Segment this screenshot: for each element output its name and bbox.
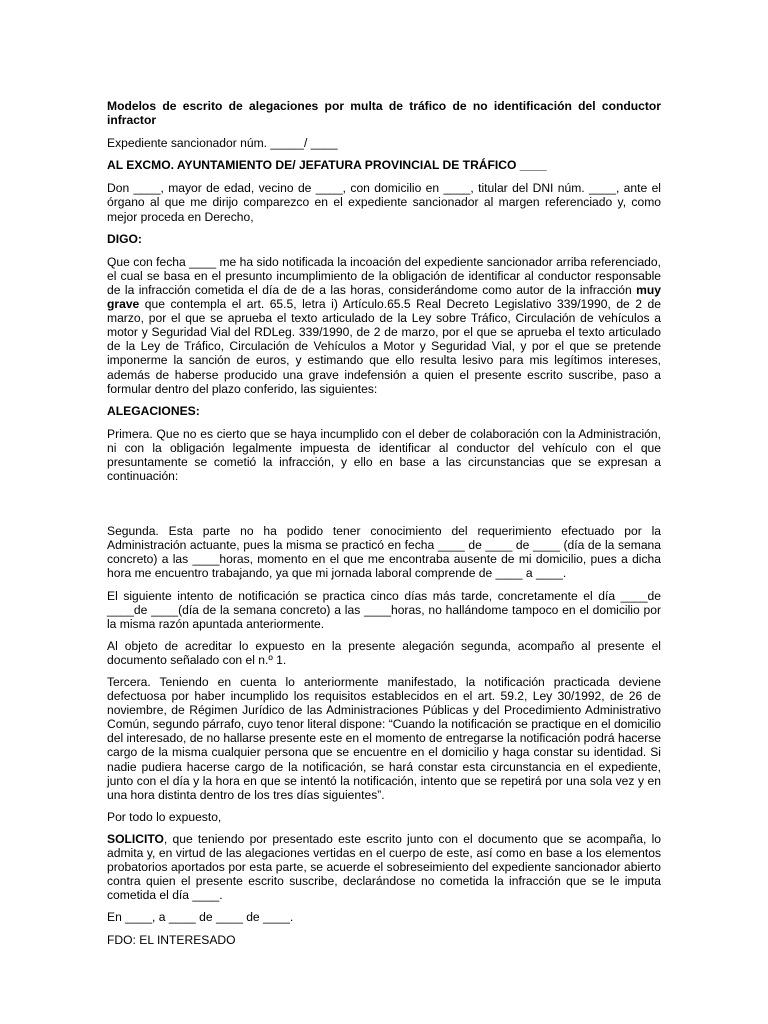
al-objeto-paragraph: Al objeto de acreditar lo expuesto en la presente alegación segunda, acompaño al presente el documento señalado con el n.º 1.: [107, 638, 661, 667]
alegacion-tercera: Tercera. Teniendo en cuenta lo anteriormente manifestado, la notificación practicada deviene defectuosa por haber incumplido los requisitos establecidos en el art. 59.2, Ley 30/1992, de 26 de noviembre, de Régimen Jurídico de las Administraciones Públicas y del Procedimiento Administrativo Común, segundo párrafo, cuyo tenor literal dispone: “Cuando la notificación se practique en el domicilio del interesado, de no hallarse presente este en el momento de entregarse la notificación podrá hacerse cargo de la misma cualquier persona que se encuentre en el domicilio y haga constar su identidad. Si nadie pudiera hacerse cargo de la notificación, se hará constar esta circunstancia en el expediente, junto con el día y la hora en que se intentó la notificación, intento que se repetirá por una sola vez y en una hora distinta dentro de los tres días siguientes”.: [107, 675, 661, 802]
signature-line: FDO: EL INTERESADO: [107, 932, 236, 947]
intro-paragraph: Don ____, mayor de edad, vecino de ____, con domicilio en ____, titular del DNI núm. ____, ante el órgano al que me dirijo comparezco en el expediente sancionador al margen referenciado y, como mejor proceda en Derecho,: [107, 181, 661, 224]
addressee-heading: AL EXCMO. AYUNTAMIENTO DE/ JEFATURA PROVINCIAL DE TRÁFICO ____: [107, 158, 547, 173]
alegacion-primera: Primera. Que no es cierto que se haya incumplido con el deber de colaboración con la Administración, ni con la obligación legalmente impuesta de identificar al conductor del vehículo con el que presuntamente se cometió la infracción, y ello en base a las circunstancias que se expresan a continuación:: [107, 426, 661, 484]
solicito-paragraph: [107, 832, 661, 902]
alegaciones-heading: ALEGACIONES:: [107, 403, 200, 418]
place-date-line: En ____, a ____ de ____ de ____.: [107, 910, 294, 925]
siguiente-intento-paragraph: El siguiente intento de notificación se practica cinco días más tarde, concretamente el día ____de ____de ____(día de la semana concreto) a las ____horas, no hallándome tampoco en el domicilio por la misma razón apuntada anteriormente.: [107, 588, 661, 631]
digo-paragraph: [107, 255, 661, 396]
por-todo-line: Por todo lo expuesto,: [107, 809, 222, 824]
document-title: Modelos de escrito de alegaciones por multa de tráfico de no identificación del conductor infractor: [107, 99, 661, 128]
solicito-text: , que teniendo por presentado este escrito junto con el documento que se acompaña, lo admita y, en virtud de las alegaciones vertidas en el cuerpo de este, así como en base a los elementos probatorios aportados por esta parte, se acuerde el sobreseimiento del expediente sancionador abierto contra quien el presente escrito suscribe, declarándose no cometida la infracción que se le imputa cometida el día ____.: [107, 831, 661, 903]
document-body: [107, 99, 661, 955]
digo-text-part1: Que con fecha ____ me ha sido notificada la incoación del expediente sancionador arriba referenciado, el cual se basa en el presunto incumplimiento de la obligación de identificar al conductor responsable de la infracción cometida el día de de a las horas, considerándome como autor de la infracción: [107, 254, 661, 297]
expediente-line: Expediente sancionador núm. _____/ ____: [107, 136, 338, 151]
digo-bold-text: muy grave: [107, 282, 661, 312]
digo-heading: DIGO:: [107, 231, 142, 246]
digo-text-part2: que contempla el art. 65.5, letra i) Artículo.65.5 Real Decreto Legislativo 339/1990, de 2 de marzo, por el que se aprueba el texto articulado de la Ley sobre Tráfico, Circulación de vehículos a motor y Seguridad Vial del RDLeg. 339/1990, de 2 de marzo, por el que se aprueba el texto articulado de la Ley de Tráfico, Circulación de Vehículos a Motor y Seguridad Vial, y por el que se pretende imponerme la sanción de euros, y estimando que ello resulta lesivo para mis legítimos intereses, además de haberse producido una grave indefensión a quien el presente escrito suscribe, paso a formular dentro del plazo conferido, las siguientes:: [107, 297, 661, 396]
alegacion-segunda: Segunda. Esta parte no ha podido tener conocimiento del requerimiento efectuado por la Administración actuante, pues la misma se practicó en fecha ____ de ____ de ____ (día de la semana concreto) a las ____horas, momento en el que me encontraba ausente de mi domicilio, pues a dicha hora me encuentro trabajando, ya que mi jornada laboral comprende de ____ a ____.: [107, 524, 661, 581]
solicito-bold: SOLICITO: [107, 831, 164, 846]
